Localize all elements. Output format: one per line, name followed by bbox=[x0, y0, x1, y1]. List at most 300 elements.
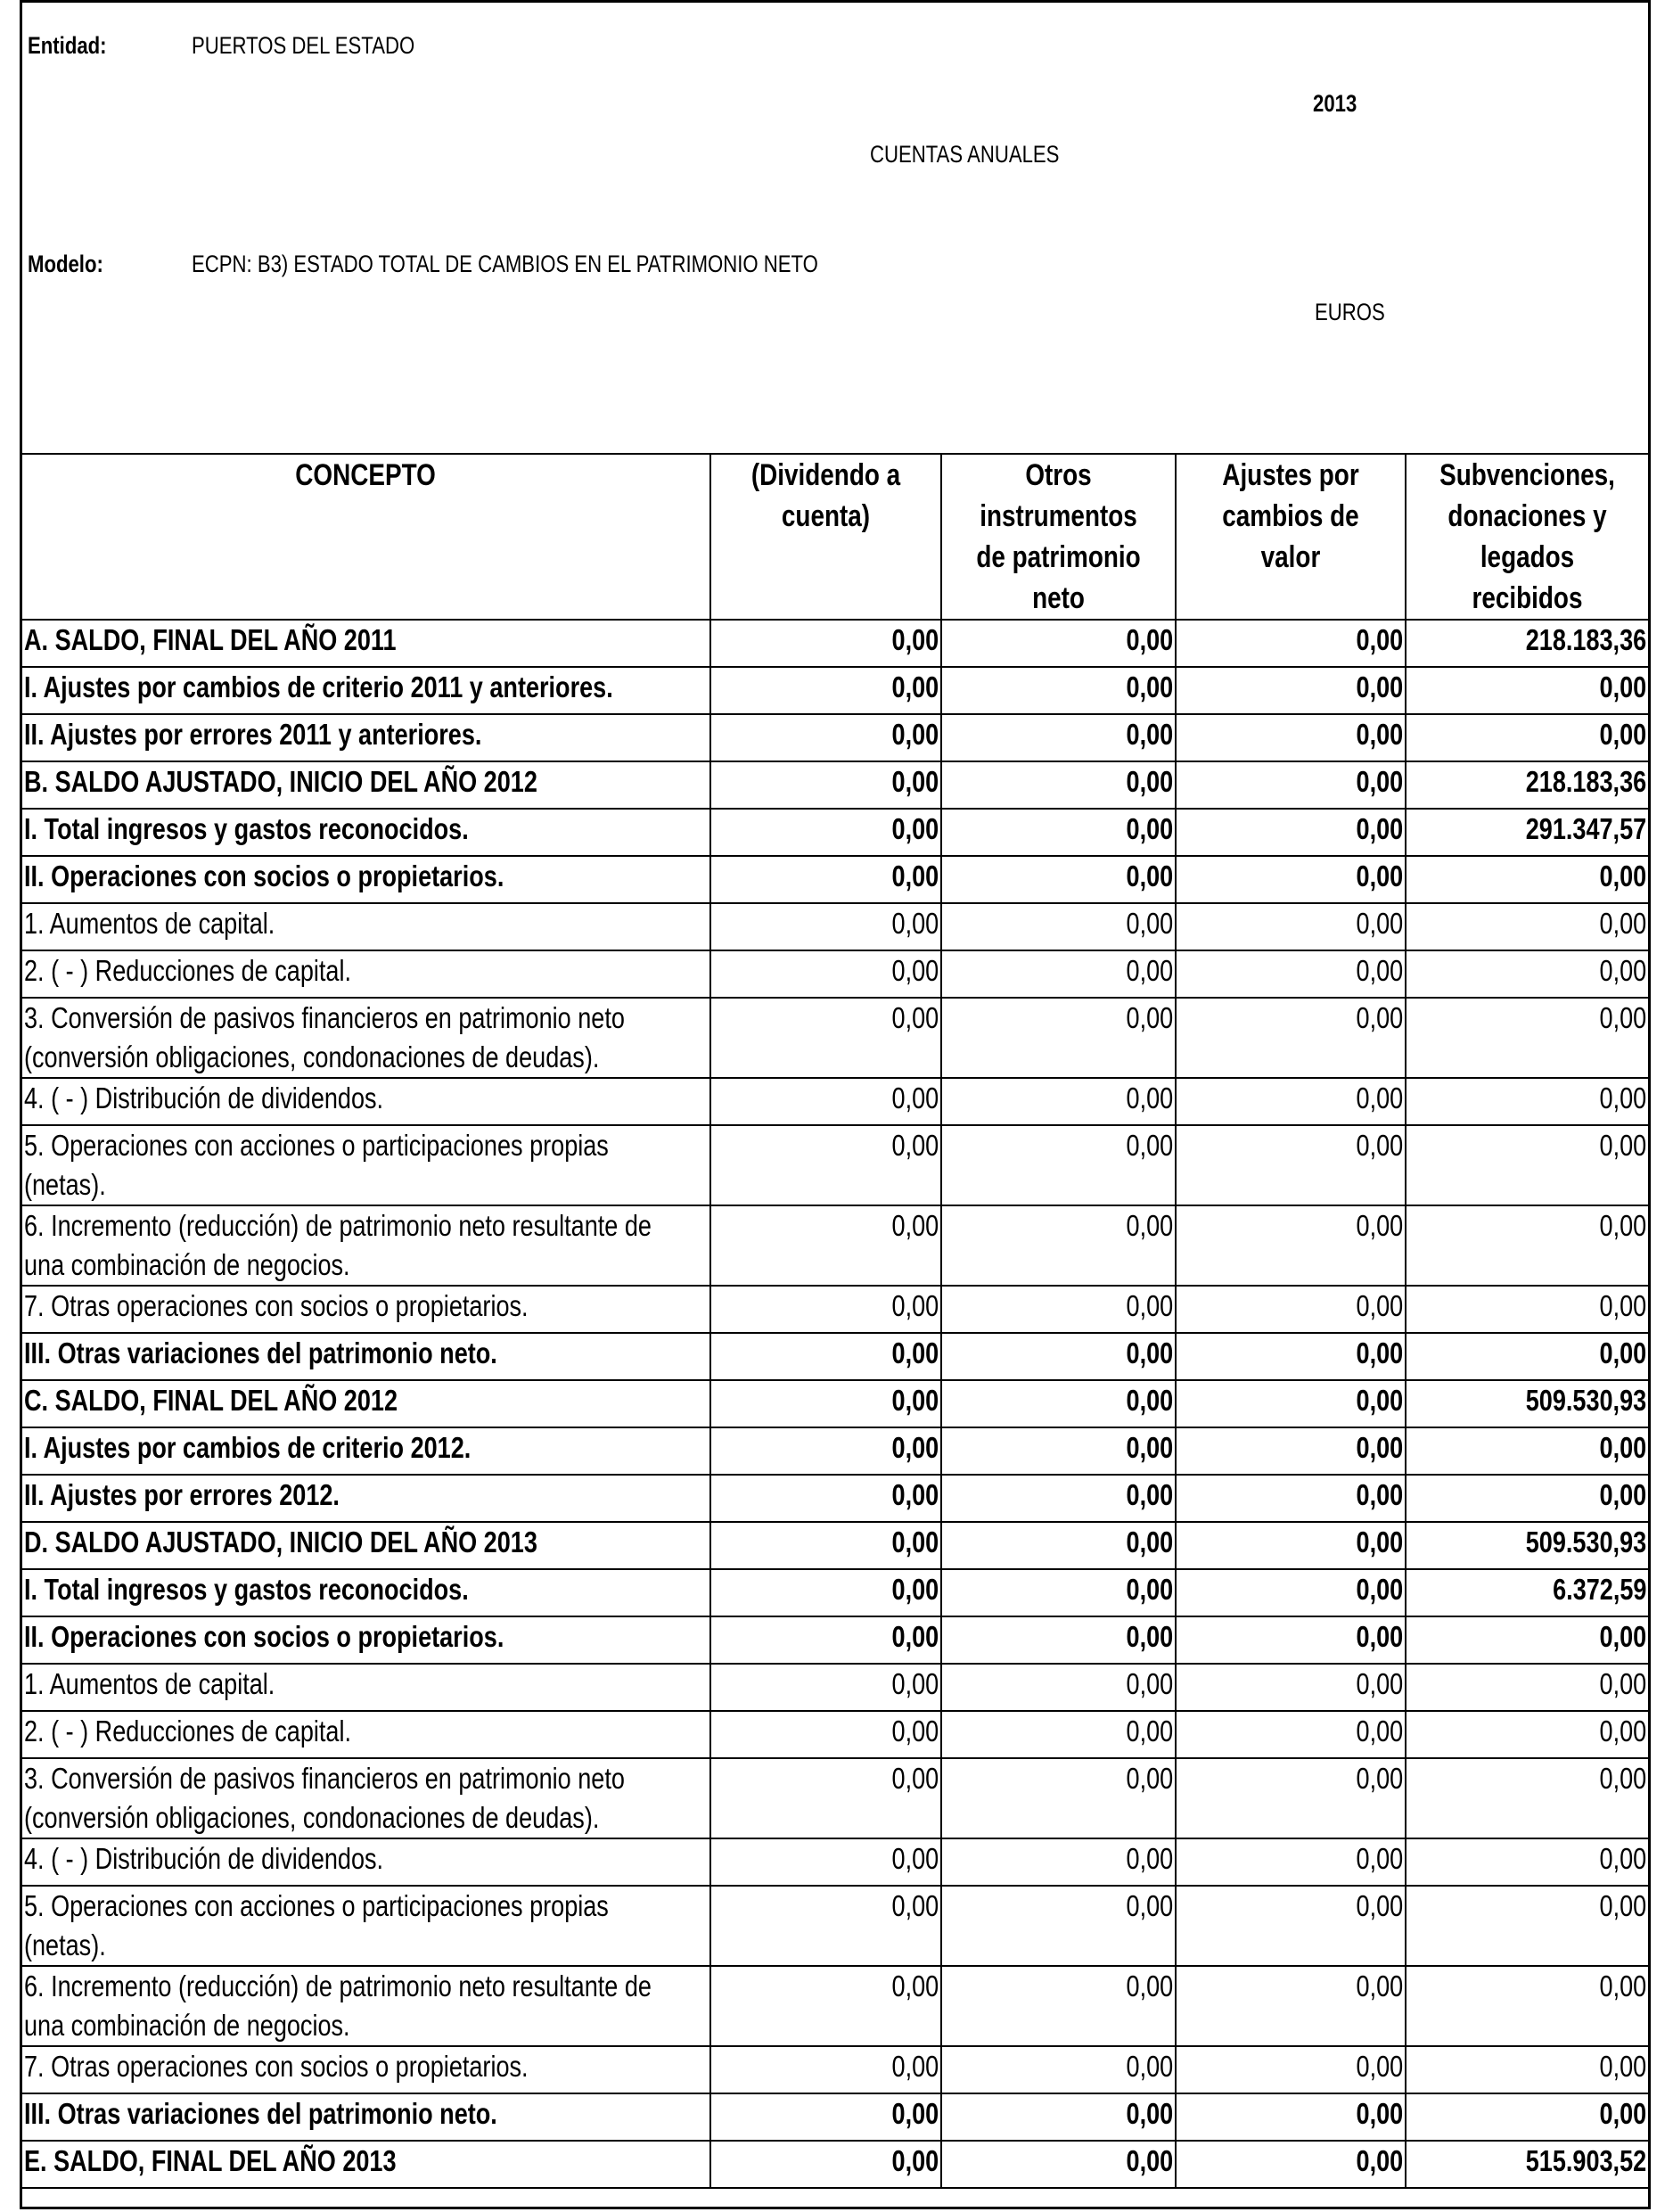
value-text: 0,00 bbox=[891, 1842, 939, 1875]
value-cell bbox=[1406, 1078, 1648, 1125]
value-text: 0,00 bbox=[1599, 1842, 1646, 1875]
value-cell bbox=[941, 1522, 1176, 1569]
concepto-text: 2. ( - ) Reducciones de capital. bbox=[24, 954, 351, 987]
concepto-text: 5. Operaciones con acciones o participaciones propias bbox=[24, 1129, 609, 1162]
concepto-text: 1. Aumentos de capital. bbox=[24, 907, 275, 940]
value-cell bbox=[1176, 998, 1406, 1078]
value-text: 0,00 bbox=[1599, 1667, 1646, 1700]
value-text: 0,00 bbox=[1126, 1969, 1173, 2002]
value-cell bbox=[1176, 667, 1406, 714]
value-text: 509.530,93 bbox=[1525, 1384, 1646, 1417]
report-year: 2013 bbox=[1313, 90, 1357, 117]
value-cell bbox=[1406, 1205, 1648, 1286]
table-row bbox=[22, 1286, 1648, 1333]
value-text: 0,00 bbox=[891, 718, 939, 751]
value-cell bbox=[1406, 903, 1648, 950]
value-cell bbox=[1176, 2141, 1406, 2188]
value-text: 0,00 bbox=[1356, 812, 1403, 845]
value-cell bbox=[710, 1286, 941, 1333]
value-cell bbox=[1176, 1711, 1406, 1758]
value-text: 0,00 bbox=[1599, 907, 1646, 940]
value-text: 0,00 bbox=[1356, 1573, 1403, 1606]
value-cell bbox=[710, 1475, 941, 1522]
concepto-text-line2: (netas). bbox=[24, 1168, 106, 1201]
concepto-text: 7. Otras operaciones con socios o propietarios. bbox=[24, 2050, 529, 2083]
value-cell bbox=[941, 1475, 1176, 1522]
value-cell bbox=[941, 667, 1176, 714]
value-text: 0,00 bbox=[891, 1969, 939, 2002]
table-row bbox=[22, 2141, 1648, 2188]
value-text: 0,00 bbox=[1126, 2097, 1173, 2130]
value-text: 0,00 bbox=[1356, 2144, 1403, 2177]
value-cell bbox=[710, 1664, 941, 1711]
value-cell bbox=[1406, 667, 1648, 714]
value-text: 0,00 bbox=[1356, 1715, 1403, 1747]
value-cell bbox=[1406, 2141, 1648, 2188]
value-cell bbox=[1176, 1522, 1406, 1569]
table-row bbox=[22, 667, 1648, 714]
value-cell bbox=[1406, 1427, 1648, 1475]
value-cell bbox=[1406, 1380, 1648, 1427]
value-text: 0,00 bbox=[891, 1525, 939, 1558]
table-row bbox=[22, 1427, 1648, 1475]
value-text: 0,00 bbox=[1126, 1001, 1173, 1034]
concepto-cell bbox=[22, 1125, 710, 1205]
value-text: 0,00 bbox=[891, 1573, 939, 1606]
value-text: 0,00 bbox=[1356, 2097, 1403, 2130]
value-cell bbox=[1176, 1569, 1406, 1616]
value-text: 0,00 bbox=[1126, 1431, 1173, 1464]
concepto-text: D. SALDO AJUSTADO, INICIO DEL AÑO 2013 bbox=[24, 1525, 537, 1558]
value-cell bbox=[1406, 1886, 1648, 1966]
value-cell bbox=[710, 1758, 941, 1838]
concepto-text-line2: una combinación de negocios. bbox=[24, 1248, 350, 1281]
value-cell bbox=[710, 667, 941, 714]
value-text: 515.903,52 bbox=[1525, 2144, 1646, 2177]
value-text: 0,00 bbox=[1356, 1969, 1403, 2002]
value-cell bbox=[1176, 1125, 1406, 1205]
table-row bbox=[22, 950, 1648, 998]
value-cell bbox=[941, 1205, 1176, 1286]
value-text: 0,00 bbox=[891, 765, 939, 798]
value-text: 0,00 bbox=[1599, 1001, 1646, 1034]
concepto-text: 1. Aumentos de capital. bbox=[24, 1667, 275, 1700]
statement-sheet bbox=[20, 0, 1651, 2209]
value-text: 0,00 bbox=[1599, 1289, 1646, 1322]
value-text: 0,00 bbox=[1126, 2050, 1173, 2083]
concepto-cell bbox=[22, 1711, 710, 1758]
concepto-cell bbox=[22, 1427, 710, 1475]
concepto-text: 7. Otras operaciones con socios o propietarios. bbox=[24, 1289, 529, 1322]
currency-label: EUROS bbox=[1315, 299, 1385, 325]
table-row bbox=[22, 1205, 1648, 1286]
value-text: 0,00 bbox=[891, 907, 939, 940]
table-row bbox=[22, 1125, 1648, 1205]
value-text: 0,00 bbox=[1126, 1667, 1173, 1700]
concepto-cell bbox=[22, 1475, 710, 1522]
concepto-text-line2: (conversión obligaciones, condonaciones de deudas). bbox=[24, 1040, 600, 1073]
value-cell bbox=[1406, 714, 1648, 761]
value-cell bbox=[941, 1333, 1176, 1380]
value-text: 0,00 bbox=[1126, 954, 1173, 987]
value-cell bbox=[941, 1380, 1176, 1427]
value-cell bbox=[941, 809, 1176, 856]
value-text: 0,00 bbox=[1599, 1431, 1646, 1464]
value-cell bbox=[1406, 1966, 1648, 2046]
value-cell bbox=[710, 1569, 941, 1616]
value-text: 0,00 bbox=[1599, 954, 1646, 987]
value-text: 0,00 bbox=[1126, 765, 1173, 798]
value-cell bbox=[1406, 620, 1648, 667]
value-cell bbox=[1406, 1522, 1648, 1569]
value-cell bbox=[1176, 1078, 1406, 1125]
value-cell bbox=[941, 998, 1176, 1078]
column-header-otros-instrumentos: Otros instrumentos de patrimonio neto bbox=[941, 454, 1176, 620]
value-cell bbox=[1406, 1616, 1648, 1664]
concepto-text: III. Otras variaciones del patrimonio neto. bbox=[24, 2097, 497, 2130]
value-text: 0,00 bbox=[1356, 1289, 1403, 1322]
concepto-text: II. Ajustes por errores 2011 y anteriores. bbox=[24, 718, 482, 751]
value-cell bbox=[941, 1886, 1176, 1966]
concepto-cell bbox=[22, 809, 710, 856]
value-text: 0,00 bbox=[1356, 670, 1403, 703]
value-text: 0,00 bbox=[1126, 670, 1173, 703]
table-row bbox=[22, 1966, 1648, 2046]
value-cell bbox=[1176, 1205, 1406, 1286]
concepto-cell bbox=[22, 667, 710, 714]
value-text: 0,00 bbox=[1126, 1336, 1173, 1369]
concepto-cell bbox=[22, 620, 710, 667]
value-text: 0,00 bbox=[1356, 1478, 1403, 1511]
concepto-cell bbox=[22, 1886, 710, 1966]
table-row bbox=[22, 1569, 1648, 1616]
value-text: 0,00 bbox=[891, 812, 939, 845]
value-text: 0,00 bbox=[1599, 1209, 1646, 1242]
concepto-cell bbox=[22, 1838, 710, 1886]
value-cell bbox=[941, 620, 1176, 667]
value-cell bbox=[710, 1886, 941, 1966]
concepto-cell bbox=[22, 2141, 710, 2188]
concepto-text: II. Operaciones con socios o propietarios. bbox=[24, 1620, 504, 1653]
concepto-cell bbox=[22, 1286, 710, 1333]
value-cell bbox=[1176, 903, 1406, 950]
concepto-cell bbox=[22, 1569, 710, 1616]
value-text: 0,00 bbox=[1126, 1478, 1173, 1511]
value-text: 0,00 bbox=[1599, 859, 1646, 892]
value-cell bbox=[941, 1286, 1176, 1333]
value-cell bbox=[1406, 856, 1648, 903]
value-text: 0,00 bbox=[1126, 1715, 1173, 1747]
value-cell bbox=[710, 620, 941, 667]
value-cell bbox=[1406, 1758, 1648, 1838]
value-cell bbox=[1406, 1125, 1648, 1205]
value-cell bbox=[710, 809, 941, 856]
value-text: 0,00 bbox=[1126, 1573, 1173, 1606]
modelo-value: ECPN: B3) ESTADO TOTAL DE CAMBIOS EN EL PATRIMONIO NETO bbox=[192, 251, 818, 277]
table-row bbox=[22, 1838, 1648, 1886]
table-row bbox=[22, 2046, 1648, 2093]
value-cell bbox=[710, 856, 941, 903]
concepto-text: 6. Incremento (reducción) de patrimonio neto resultante de bbox=[24, 1969, 652, 2002]
value-text: 0,00 bbox=[891, 1620, 939, 1653]
value-cell bbox=[941, 1838, 1176, 1886]
value-text: 0,00 bbox=[1126, 1889, 1173, 1922]
value-cell bbox=[1176, 620, 1406, 667]
concepto-text: II. Operaciones con socios o propietarios. bbox=[24, 859, 504, 892]
value-text: 0,00 bbox=[1599, 2097, 1646, 2130]
value-text: 0,00 bbox=[891, 2050, 939, 2083]
table-row bbox=[22, 1616, 1648, 1664]
value-cell bbox=[1176, 1475, 1406, 1522]
value-cell bbox=[710, 1205, 941, 1286]
value-cell bbox=[1406, 2093, 1648, 2141]
value-text: 0,00 bbox=[1599, 1889, 1646, 1922]
concepto-cell bbox=[22, 1380, 710, 1427]
value-text: 0,00 bbox=[891, 623, 939, 656]
value-cell bbox=[710, 2141, 941, 2188]
value-cell bbox=[1176, 1886, 1406, 1966]
concepto-cell bbox=[22, 950, 710, 998]
value-text: 0,00 bbox=[1356, 1001, 1403, 1034]
concepto-text: B. SALDO AJUSTADO, INICIO DEL AÑO 2012 bbox=[24, 765, 537, 798]
concepto-cell bbox=[22, 1522, 710, 1569]
value-text: 0,00 bbox=[1599, 1969, 1646, 2002]
value-cell bbox=[941, 1711, 1176, 1758]
value-cell bbox=[710, 1427, 941, 1475]
value-text: 0,00 bbox=[1599, 1715, 1646, 1747]
value-cell bbox=[941, 903, 1176, 950]
value-text: 0,00 bbox=[1356, 1889, 1403, 1922]
value-cell bbox=[710, 714, 941, 761]
value-text: 0,00 bbox=[891, 1209, 939, 1242]
value-text: 0,00 bbox=[1356, 765, 1403, 798]
value-cell bbox=[1406, 1333, 1648, 1380]
concepto-text: III. Otras variaciones del patrimonio neto. bbox=[24, 1336, 497, 1369]
value-text: 0,00 bbox=[1126, 859, 1173, 892]
value-text: 0,00 bbox=[891, 1889, 939, 1922]
value-cell bbox=[710, 950, 941, 998]
value-text: 0,00 bbox=[1126, 1289, 1173, 1322]
value-text: 0,00 bbox=[891, 670, 939, 703]
value-text: 0,00 bbox=[1126, 1842, 1173, 1875]
concepto-text: I. Ajustes por cambios de criterio 2011 y anteriores. bbox=[24, 670, 613, 703]
concepto-text: 2. ( - ) Reducciones de capital. bbox=[24, 1715, 351, 1747]
concepto-text: 4. ( - ) Distribución de dividendos. bbox=[24, 1081, 384, 1114]
value-cell bbox=[1176, 809, 1406, 856]
value-text: 0,00 bbox=[1126, 1081, 1173, 1114]
value-text: 0,00 bbox=[1356, 1384, 1403, 1417]
value-cell bbox=[710, 1380, 941, 1427]
value-cell bbox=[710, 1522, 941, 1569]
concepto-cell bbox=[22, 1616, 710, 1664]
concepto-text: A. SALDO, FINAL DEL AÑO 2011 bbox=[24, 623, 397, 656]
value-text: 0,00 bbox=[1599, 1081, 1646, 1114]
value-text: 0,00 bbox=[1126, 1525, 1173, 1558]
value-text: 0,00 bbox=[891, 1081, 939, 1114]
value-cell bbox=[1406, 1286, 1648, 1333]
column-header-subvenciones: Subvenciones, donaciones y legados recibidos bbox=[1406, 454, 1648, 620]
value-text: 0,00 bbox=[891, 1762, 939, 1795]
value-cell bbox=[1176, 950, 1406, 998]
value-cell bbox=[941, 1616, 1176, 1664]
value-cell bbox=[941, 1664, 1176, 1711]
concepto-cell bbox=[22, 903, 710, 950]
value-text: 0,00 bbox=[1126, 1129, 1173, 1162]
table-row bbox=[22, 1333, 1648, 1380]
concepto-cell bbox=[22, 2093, 710, 2141]
value-text: 0,00 bbox=[1126, 1620, 1173, 1653]
value-cell bbox=[941, 2093, 1176, 2141]
entidad-value: PUERTOS DEL ESTADO bbox=[192, 32, 415, 59]
value-cell bbox=[710, 1333, 941, 1380]
value-text: 0,00 bbox=[1599, 1762, 1646, 1795]
value-text: 218.183,36 bbox=[1525, 623, 1646, 656]
value-text: 0,00 bbox=[1356, 859, 1403, 892]
value-cell bbox=[1406, 2046, 1648, 2093]
value-cell bbox=[941, 1125, 1176, 1205]
concepto-cell bbox=[22, 998, 710, 1078]
column-header-concepto: CONCEPTO bbox=[22, 454, 710, 620]
value-cell bbox=[1176, 1616, 1406, 1664]
value-text: 0,00 bbox=[1356, 954, 1403, 987]
value-text: 0,00 bbox=[1126, 2144, 1173, 2177]
concepto-cell bbox=[22, 761, 710, 809]
value-text: 0,00 bbox=[1356, 1525, 1403, 1558]
value-text: 0,00 bbox=[1599, 1336, 1646, 1369]
entidad-label: Entidad: bbox=[28, 32, 107, 59]
concepto-text: 3. Conversión de pasivos financieros en patrimonio neto bbox=[24, 1001, 625, 1034]
value-cell bbox=[1176, 856, 1406, 903]
value-cell bbox=[1176, 1664, 1406, 1711]
value-cell bbox=[941, 1078, 1176, 1125]
value-cell bbox=[1176, 1758, 1406, 1838]
value-cell bbox=[941, 1569, 1176, 1616]
value-text: 0,00 bbox=[891, 1289, 939, 1322]
value-cell bbox=[1406, 761, 1648, 809]
table-row bbox=[22, 1664, 1648, 1711]
value-text: 0,00 bbox=[1599, 1478, 1646, 1511]
value-text: 0,00 bbox=[1126, 1762, 1173, 1795]
value-cell bbox=[1406, 1475, 1648, 1522]
value-text: 291.347,57 bbox=[1525, 812, 1646, 845]
value-cell bbox=[941, 1966, 1176, 2046]
value-text: 0,00 bbox=[1356, 1431, 1403, 1464]
value-text: 0,00 bbox=[1356, 1081, 1403, 1114]
value-cell bbox=[710, 998, 941, 1078]
table-row bbox=[22, 1886, 1648, 1966]
value-text: 0,00 bbox=[891, 1001, 939, 1034]
table-row bbox=[22, 620, 1648, 667]
value-text: 509.530,93 bbox=[1525, 1525, 1646, 1558]
value-text: 0,00 bbox=[891, 859, 939, 892]
value-cell bbox=[1176, 1286, 1406, 1333]
table-row bbox=[22, 761, 1648, 809]
modelo-label: Modelo: bbox=[28, 251, 103, 277]
concepto-text: 6. Incremento (reducción) de patrimonio neto resultante de bbox=[24, 1209, 652, 1242]
concepto-cell bbox=[22, 1758, 710, 1838]
concepto-text: E. SALDO, FINAL DEL AÑO 2013 bbox=[24, 2144, 397, 2177]
value-text: 0,00 bbox=[891, 1431, 939, 1464]
value-cell bbox=[1176, 761, 1406, 809]
concepto-text: C. SALDO, FINAL DEL AÑO 2012 bbox=[24, 1384, 398, 1417]
table-row bbox=[22, 714, 1648, 761]
concepto-text-line2: (netas). bbox=[24, 1928, 106, 1961]
table-row bbox=[22, 1758, 1648, 1838]
value-cell bbox=[1176, 1380, 1406, 1427]
value-text: 218.183,36 bbox=[1525, 765, 1646, 798]
concepto-text: I. Total ingresos y gastos reconocidos. bbox=[24, 812, 469, 845]
value-cell bbox=[1176, 1838, 1406, 1886]
table-row bbox=[22, 903, 1648, 950]
value-cell bbox=[1176, 2046, 1406, 2093]
value-text: 0,00 bbox=[1126, 623, 1173, 656]
table-row bbox=[22, 998, 1648, 1078]
value-text: 0,00 bbox=[1356, 2050, 1403, 2083]
value-text: 0,00 bbox=[1599, 670, 1646, 703]
value-cell bbox=[710, 1616, 941, 1664]
value-text: 0,00 bbox=[1356, 1842, 1403, 1875]
table-row bbox=[22, 2093, 1648, 2141]
value-cell bbox=[1406, 1569, 1648, 1616]
concepto-cell bbox=[22, 1664, 710, 1711]
concepto-text-line2: una combinación de negocios. bbox=[24, 2009, 350, 2042]
value-cell bbox=[710, 1078, 941, 1125]
value-cell bbox=[941, 761, 1176, 809]
value-text: 0,00 bbox=[891, 2144, 939, 2177]
concepto-cell bbox=[22, 1205, 710, 1286]
concepto-text: 3. Conversión de pasivos financieros en patrimonio neto bbox=[24, 1762, 625, 1795]
value-cell bbox=[941, 950, 1176, 998]
table-header-row bbox=[22, 454, 1648, 620]
value-cell bbox=[941, 1427, 1176, 1475]
column-header-dividendo: (Dividendo a cuenta) bbox=[710, 454, 941, 620]
value-cell bbox=[1406, 809, 1648, 856]
table-row bbox=[22, 1711, 1648, 1758]
value-text: 0,00 bbox=[891, 1129, 939, 1162]
equity-changes-table bbox=[22, 453, 1648, 2189]
value-cell bbox=[941, 2046, 1176, 2093]
concepto-cell bbox=[22, 856, 710, 903]
value-text: 0,00 bbox=[1126, 718, 1173, 751]
concepto-text: II. Ajustes por errores 2012. bbox=[24, 1478, 340, 1511]
value-text: 0,00 bbox=[1126, 812, 1173, 845]
table-row bbox=[22, 1475, 1648, 1522]
value-cell bbox=[710, 1711, 941, 1758]
concepto-cell bbox=[22, 1078, 710, 1125]
value-text: 0,00 bbox=[891, 1336, 939, 1369]
value-cell bbox=[1406, 1838, 1648, 1886]
value-text: 0,00 bbox=[891, 954, 939, 987]
concepto-cell bbox=[22, 1333, 710, 1380]
value-cell bbox=[710, 761, 941, 809]
table-row bbox=[22, 1522, 1648, 1569]
value-text: 0,00 bbox=[891, 1478, 939, 1511]
value-text: 0,00 bbox=[1356, 1129, 1403, 1162]
value-text: 0,00 bbox=[1599, 1129, 1646, 1162]
value-cell bbox=[1176, 1333, 1406, 1380]
value-cell bbox=[1176, 2093, 1406, 2141]
value-text: 0,00 bbox=[1599, 1620, 1646, 1653]
value-text: 0,00 bbox=[1356, 623, 1403, 656]
table-row bbox=[22, 1380, 1648, 1427]
value-cell bbox=[710, 1838, 941, 1886]
concepto-cell bbox=[22, 2046, 710, 2093]
value-text: 0,00 bbox=[1356, 907, 1403, 940]
value-text: 0,00 bbox=[1126, 1209, 1173, 1242]
value-cell bbox=[1406, 1664, 1648, 1711]
concepto-cell bbox=[22, 1966, 710, 2046]
table-row bbox=[22, 809, 1648, 856]
